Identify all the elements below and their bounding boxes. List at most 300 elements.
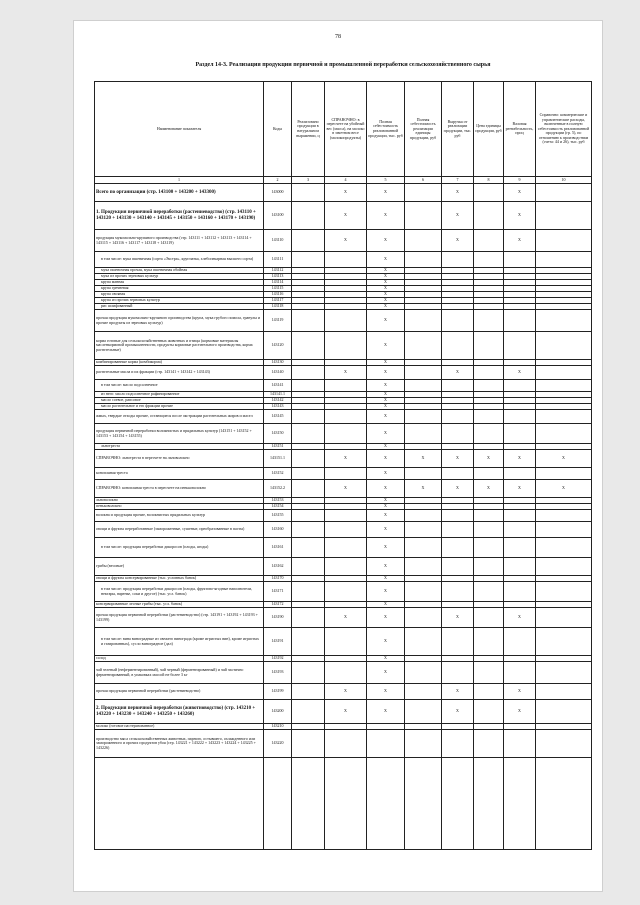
table-cell [504,380,536,392]
table-cell [292,310,325,332]
table-cell [474,700,504,724]
table-cell [405,184,442,202]
table-cell [504,628,536,656]
table-cell [474,184,504,202]
table-cell: X [442,684,474,700]
table-cell [325,380,367,392]
column-header: Валовая рентабельность, проц [504,82,536,177]
row-code: 143192 [264,656,292,662]
row-label: прочая продукция мукомольно-крупяного производства (крупа, мука грубого помола, гранулы и прочие продукты из зерновых культур) [95,310,264,332]
table-cell [325,558,367,576]
table-cell [442,558,474,576]
table-cell [325,252,367,268]
row-label: продукция первичной переработки волокнистых и прядильных культур (143151 + 143152 + 143153 + 143154 + 143155) [95,424,264,444]
table-cell [325,410,367,424]
table-cell [292,230,325,252]
row-code: 143199 [264,684,292,700]
table-cell: X [367,608,405,628]
column-header: Полная себестоимость реализации единицы продукции, руб [405,82,442,177]
table-cell: X [325,700,367,724]
table-cell [292,684,325,700]
table-cell [536,310,592,332]
column-number: 1 [95,177,264,184]
table-cell: X [367,268,405,274]
row-label: комбинированные корма (комбикорма) [95,360,264,366]
table-cell [474,510,504,522]
table-cell [536,758,592,850]
row-code: 143152 [264,468,292,480]
row-label: из него: масло подсолнечное рафинированное [95,392,264,398]
table-cell [292,480,325,498]
row-code: 143143 [264,404,292,410]
table-cell: X [442,184,474,202]
row-code: 143154 [264,504,292,510]
table-cell [474,424,504,444]
row-label: мука из прочих зерновых культур [95,274,264,280]
table-cell [442,424,474,444]
table-cell: X [367,582,405,602]
row-code: 143153 [264,498,292,504]
table-cell [536,558,592,576]
table-cell: X [367,700,405,724]
table-cell: X [367,444,405,450]
table-cell [536,700,592,724]
table-row [95,468,592,480]
table-row [95,662,592,684]
table-cell [504,252,536,268]
table-cell: X [367,230,405,252]
row-label: крупа манная [95,280,264,286]
table-cell: X [367,252,405,268]
row-code: 143115 [264,286,292,292]
table-cell [536,252,592,268]
table-cell [325,628,367,656]
table-cell: X [367,410,405,424]
table-row [95,202,592,230]
table-row [95,424,592,444]
table-cell: X [442,202,474,230]
table-cell [292,450,325,468]
table-cell [504,730,536,758]
table-cell [474,684,504,700]
table-cell [292,730,325,758]
row-code: 143116 [264,292,292,298]
table-cell [442,538,474,558]
table-cell [474,730,504,758]
table-cell: X [504,230,536,252]
table-cell: X [367,522,405,538]
table-cell [474,468,504,480]
table-cell [504,758,536,850]
table-cell [405,758,442,850]
table-cell: X [504,184,536,202]
row-code: 143141.1 [264,392,292,398]
table-cell: X [442,480,474,498]
table-row [95,684,592,700]
row-label: масло растительное и его фракции прочие [95,404,264,410]
table-cell: X [367,662,405,684]
column-number: 6 [405,177,442,184]
table-cell [442,730,474,758]
row-label: льноволокно [95,498,264,504]
row-code: 143171 [264,582,292,602]
table-cell: X [367,184,405,202]
table-cell: X [367,392,405,398]
row-label: мука пшеничная прочая, мука пшеничная обойная [95,268,264,274]
row-label: в том числе: вина виноградные из свежего винограда (кроме игристых вин), кроме игристых и газированных), сусло виноградное (дал) [95,628,264,656]
table-cell [504,310,536,332]
table-cell [325,662,367,684]
table-cell [405,582,442,602]
row-label: растительные масла и их фракции (стр. 143141 + 143142 + 143143) [95,366,264,380]
document-page [73,20,603,892]
row-code: 143119 [264,310,292,332]
column-number: 10 [536,177,592,184]
table-cell [325,510,367,522]
table-cell: X [474,450,504,468]
row-label: в том числе: продукция переработки дикоросов (плоды, ягоды) [95,538,264,558]
table-cell: X [442,366,474,380]
table-cell [442,310,474,332]
table-cell [292,522,325,538]
column-header: Реализовано продукции в натуральном выражении, ц [292,82,325,177]
table-cell [292,202,325,230]
table-cell [474,366,504,380]
table-cell: X [367,398,405,404]
row-label: молоко (готовое пастеризованное) [95,724,264,730]
table-cell [405,252,442,268]
table-cell [504,582,536,602]
table-cell: X [325,202,367,230]
row-code: 143100 [264,202,292,230]
table-cell: X [367,298,405,304]
table-cell: X [367,304,405,310]
table-row [95,730,592,758]
row-code: 143210 [264,724,292,730]
table-cell [367,730,405,758]
table-cell: X [367,280,405,286]
table-cell [504,538,536,558]
row-label: грибы (весовые) [95,558,264,576]
row-label: 2. Продукция первичной переработки (животноводство) (стр. 143210 + 143220 + 143230 + 143240 + 143250 + 143260) [95,700,264,724]
row-code: 143155 [264,510,292,522]
row-code: 143172 [264,602,292,608]
table-cell: X [367,332,405,360]
table-cell: X [442,230,474,252]
table-cell: X [367,684,405,700]
table-cell [405,608,442,628]
table-cell [292,608,325,628]
table-cell [536,662,592,684]
row-label: овощи и фрукты переработанные (замороженные, сушеные, преобразованные в пасты) [95,522,264,538]
column-header: Цена единицы продукции, руб [474,82,504,177]
row-code: 143141 [264,380,292,392]
table-row [95,252,592,268]
row-code: 143193 [264,662,292,684]
table-cell [504,332,536,360]
table-cell [504,522,536,538]
table-cell [325,310,367,332]
table-cell [292,700,325,724]
row-code: 143160 [264,522,292,538]
table-cell: X [504,450,536,468]
table-cell [474,582,504,602]
table-cell: X [442,700,474,724]
table-cell [405,380,442,392]
table-cell [292,468,325,480]
table-cell [405,700,442,724]
table-cell: X [367,450,405,468]
table-cell: X [504,684,536,700]
table-cell [442,252,474,268]
column-header: Выручка от реализации продукции, тыс. руб [442,82,474,177]
column-numbers-row [95,177,592,184]
header-row [95,82,592,177]
table-cell [292,366,325,380]
table-cell: X [367,576,405,582]
table-cell [292,184,325,202]
row-code: 143161 [264,538,292,558]
row-code: 143114 [264,280,292,286]
row-label: СПРАВОЧНО: конопляная треста в пересчете на пеньковолокно [95,480,264,498]
table-cell [474,230,504,252]
table-cell [474,662,504,684]
column-number: 9 [504,177,536,184]
table-cell [504,424,536,444]
table-cell: X [325,684,367,700]
table-row [95,450,592,468]
table-cell [474,758,504,850]
table-cell [536,730,592,758]
row-code: 143152.2 [264,480,292,498]
column-header: Полная себестоимость реализованной продукции, тыс. руб [367,82,405,177]
table-cell [405,628,442,656]
row-code: 143170 [264,576,292,582]
row-code: 143150 [264,424,292,444]
table-cell: X [325,480,367,498]
table-cell: X [504,366,536,380]
row-label: овощи и фрукты консервированные (тыс. условных банок) [95,576,264,582]
table-cell [536,230,592,252]
row-label: волокна и продукция прочие, волокнистых прядильных культур [95,510,264,522]
table-cell [325,424,367,444]
table-cell [405,662,442,684]
table-cell [536,608,592,628]
table-cell: X [367,380,405,392]
row-label: чай зеленый (неферментированный), чай черный (ферментированный) и чай частично ферментированный, в упаковках массой не более 3 кг [95,662,264,684]
column-header: Справочно: коммерческие и управленческие расходы, включенные в полную себестоимость реализованной продукции (гр. 5), по отношению к производствам (счета: 44 и 26), тыс. руб [536,82,592,177]
table-cell [536,332,592,360]
table-cell: X [367,656,405,662]
table-cell [442,380,474,392]
table-cell [504,662,536,684]
table-cell [405,510,442,522]
column-header: Наименование показателя [95,82,264,177]
row-label: в том числе: продукция переработки дикоросов (плоды, фруктово-ягодные наполнители, нектары, варенье, соки и другое) (тыс. усл. банок) [95,582,264,602]
table-row [95,538,592,558]
table-cell [292,558,325,576]
table-cell [474,252,504,268]
table-row [95,608,592,628]
table-cell: X [367,366,405,380]
section-title: Раздел 14-3. Реализация продукции первичной и промышленной переработки сельскохозяйственного сырья [195,62,491,68]
table-cell: X [325,184,367,202]
table-cell [405,522,442,538]
table-cell [536,582,592,602]
table-row [95,480,592,498]
row-code: 143145 [264,410,292,424]
table-cell: X [325,608,367,628]
column-number: 3 [292,177,325,184]
row-code: 143113 [264,274,292,280]
table-row [95,366,592,380]
table-cell: X [367,202,405,230]
row-label: прочая продукция первичной переработки (растениеводство) [95,684,264,700]
data-table [94,81,592,850]
table-cell [325,522,367,538]
table-cell: X [325,366,367,380]
table-cell: X [367,292,405,298]
row-label: Всего по организации (стр. 143100 + 143200 + 143300) [95,184,264,202]
row-label: производство мяса сельскохозяйственных животных, парного, остывшего, охлажденного или замороженного и прочих продуктов убоя (стр. 143221 + 143222 + 143223 + 143224 + 143225 + 143226) [95,730,264,758]
table-cell [536,510,592,522]
row-code [264,758,292,850]
row-label: конопляная треста [95,468,264,480]
table-cell: X [504,480,536,498]
table-cell [405,366,442,380]
table-cell: X [367,558,405,576]
table-cell [474,558,504,576]
table-cell: X [367,286,405,292]
table-cell [292,538,325,558]
table-cell [504,510,536,522]
table-cell [536,366,592,380]
table-cell [292,628,325,656]
table-cell [474,380,504,392]
row-label [95,758,264,850]
table-cell: X [536,450,592,468]
table-cell [405,558,442,576]
table-cell: X [405,480,442,498]
row-code: 143220 [264,730,292,758]
row-label: масло соевое, рапсовое [95,398,264,404]
table-cell [405,410,442,424]
table-cell [292,510,325,522]
table-cell [325,758,367,850]
column-number: 5 [367,177,405,184]
table-cell [292,662,325,684]
row-label: прочая продукция первичной переработки (растениеводство) (стр. 143191 + 143192 + 143193 + 143199) [95,608,264,628]
table-cell: X [367,310,405,332]
table-cell [504,468,536,480]
table-cell: X [367,404,405,410]
column-number: 7 [442,177,474,184]
row-code: 143190 [264,608,292,628]
table-cell: X [367,480,405,498]
table-cell [536,424,592,444]
row-code: 143191 [264,628,292,656]
table-cell [405,332,442,360]
table-cell [536,538,592,558]
row-code: 143000 [264,184,292,202]
table-row [95,184,592,202]
column-header: Коды [264,82,292,177]
row-label: 1. Продукция первичной переработки (растениеводство) (стр. 143110 + 143120 + 143130 + 143140 + 143145 + 143150 + 143160 + 143170 + 143190) [95,202,264,230]
table-row [95,628,592,656]
table-cell [292,380,325,392]
table-cell: X [325,450,367,468]
table-cell [367,758,405,850]
table-cell [442,410,474,424]
table-cell [442,332,474,360]
table-cell [536,628,592,656]
table-cell [536,202,592,230]
table-cell [292,332,325,360]
table-cell [405,468,442,480]
table-row [95,700,592,724]
table-cell [442,510,474,522]
row-label: рис шлифованный [95,304,264,310]
table-cell: X [442,608,474,628]
table-cell: X [504,202,536,230]
row-code: 143151 [264,444,292,450]
table-cell [442,662,474,684]
table-cell [536,468,592,480]
row-label: в том числе: мука пшеничная (сорта «Экстра», крупчатка, хлебопекарная высшего сорта) [95,252,264,268]
row-label: льнотреста [95,444,264,450]
table-cell: X [442,450,474,468]
table-cell [325,730,367,758]
row-code: 143142 [264,398,292,404]
table-cell [442,758,474,850]
row-code: 143118 [264,304,292,310]
table-cell: X [405,450,442,468]
table-cell [474,310,504,332]
table-cell [442,582,474,602]
row-code: 143151.1 [264,450,292,468]
table-cell [474,202,504,230]
table-cell: X [325,230,367,252]
column-number: 4 [325,177,367,184]
table-cell [405,538,442,558]
table-cell [442,628,474,656]
table-cell: X [367,538,405,558]
row-label: корма готовые для сельскохозяйственных животных и птицы (кормовые материалы масленкормовой промышленности, продукты кормовые растительного производства, корма растительные) [95,332,264,360]
row-code: 143117 [264,298,292,304]
table-cell: X [367,498,405,504]
table-cell: X [367,504,405,510]
table-row [95,522,592,538]
table-cell [405,230,442,252]
row-code: 143140 [264,366,292,380]
table-cell: X [504,608,536,628]
table-cell [325,468,367,480]
table-cell [292,252,325,268]
table-cell [325,538,367,558]
table-cell [325,332,367,360]
table-cell [405,202,442,230]
table-cell: X [367,628,405,656]
table-cell [536,380,592,392]
column-number: 2 [264,177,292,184]
row-code: 143162 [264,558,292,576]
table-cell: X [474,480,504,498]
table-cell: X [367,602,405,608]
table-cell [504,410,536,424]
table-cell [536,184,592,202]
row-code: 143120 [264,332,292,360]
table-cell: X [367,274,405,280]
